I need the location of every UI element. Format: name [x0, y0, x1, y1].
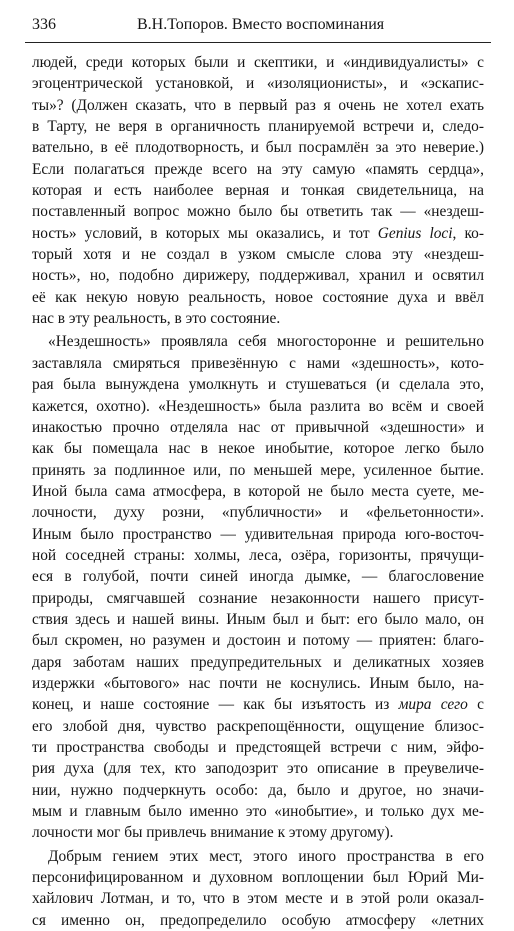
text-line: издержки «бытового» нас почти не коснулись. Иным было, на- [32, 674, 484, 692]
text-line: Иным было пространство — удивительная природа юго-восточ- [32, 525, 484, 543]
text-line: Если полагаться прежде всего на эту самую «память сердца», [32, 160, 484, 178]
text-line: кажется, охотно). «Нездешность» была разлита во всём и своей [32, 397, 484, 415]
text-line: его злобой дня, чувство раскрепощённости, ощущение близос- [32, 717, 484, 735]
text-line: инакостью прочно отделяла нас от привычной «здешности» и [32, 418, 484, 436]
text-line: рия духа (для тех, кто заподозрит это описание в преувеличе- [32, 760, 484, 778]
text-line: Добрым гением этих мест, этого иного пространства в его [48, 847, 484, 865]
running-title: В.Н.Топоров. Вместо воспоминания [137, 16, 385, 33]
text-line: которая и есть наиболее верная и тонкая свидетельница, на [32, 182, 484, 200]
text-line: нии, нужно подчеркнуть особо: да, было и другое, но значи- [32, 781, 484, 799]
text-line: заставляла смиряться привезённую с нами «здешность», кото- [32, 354, 484, 372]
text-line: её как некую новую реальность, новое состояние духа и ввёл [32, 288, 484, 306]
text-line: лочности, духу розни, «публичности» и «фельетонности». [32, 504, 484, 522]
text-line: как бы помещала нас в некое инобытие, которое легко было [32, 440, 484, 458]
text-line: принять за подлинное или, по меньшей мере, усиленное бытие. [32, 461, 484, 479]
text-line: эгоцентрической установкой, и «изоляционисты», и «эскапис- [32, 75, 484, 93]
header-rule [25, 42, 491, 43]
text-line: вательно, в её плодотворность, и был посрамлён за это неверие.) [32, 139, 484, 157]
latin-phrase: мира сего [398, 696, 468, 714]
text-line: ность» условий, в которых мы оказались, и тот Genius loci, ко- [32, 224, 484, 242]
text-line: ты»? (Должен сказать, что в первый раз я очень не хотел ехать [32, 96, 484, 114]
text-line: конец, и наше состояние — как бы изъятость из мира сего с [32, 696, 484, 714]
text-line: рая была вынуждена умолкнуть и стушеваться (и сделала это, [32, 376, 484, 394]
body-text [32, 52, 484, 931]
text-line: хайлович Лотман, и то, что в этом месте и в этой роли оказал- [32, 890, 484, 908]
text-line: был скромен, но разумен и достоин и потому — приятен: благо- [32, 632, 484, 650]
text-line: ти пространства свободы и предстоящей встречи с ним, эйфо- [32, 739, 484, 756]
page-header [25, 14, 489, 36]
text-line: торый хотя и не создал в узком смысле слова эту «нездеш- [32, 246, 484, 264]
text-line: лочности мог бы привлечь внимание к этому другому). [32, 824, 394, 842]
text-line: ся именно он, предопределило особую атмосферу «летних [32, 911, 484, 929]
text-line: ной соседней страны: холмы, леса, озёра, горизонты, прячущи- [32, 546, 484, 564]
page-number: 336 [32, 16, 56, 33]
text-line: ность», но, подобно дирижеру, поддерживал, хранил и освятил [32, 267, 484, 285]
text-line: персонифицированном и духовном воплощении был Юрий Ми- [32, 869, 484, 887]
text-line: ствия здесь и нашей вины. Иным был и быт: его было мало, он [32, 610, 484, 628]
text-line: еся в голубой, почти синей иногда дымке, — благословение [32, 568, 484, 586]
text-line: людей, среди которых были и скептики, и «индивидуалисты» с [32, 54, 484, 71]
text-line: мым и главным было именно это «инобытие», и только дух ме- [32, 803, 484, 821]
text-line: «Нездешность» проявляла себя многосторонне и решительно [48, 333, 484, 351]
text-line: нас в эту реальность, в это состояние. [32, 310, 281, 328]
text-line: природы, смягчавшей сознание незаконности нашего присут- [32, 589, 484, 607]
text-line: Иной была сама атмосфера, в которой не было места суете, ме- [32, 482, 484, 500]
text-line: в Тарту, не веря в органичность планируемой встречи и, следо- [32, 118, 484, 136]
latin-phrase: Genius loci [377, 224, 453, 242]
text-line: поставленный вопрос можно было бы ответить так — «нездеш- [32, 203, 484, 221]
text-line: даря заботам наших предупредительных и деликатных хозяев [32, 653, 484, 671]
